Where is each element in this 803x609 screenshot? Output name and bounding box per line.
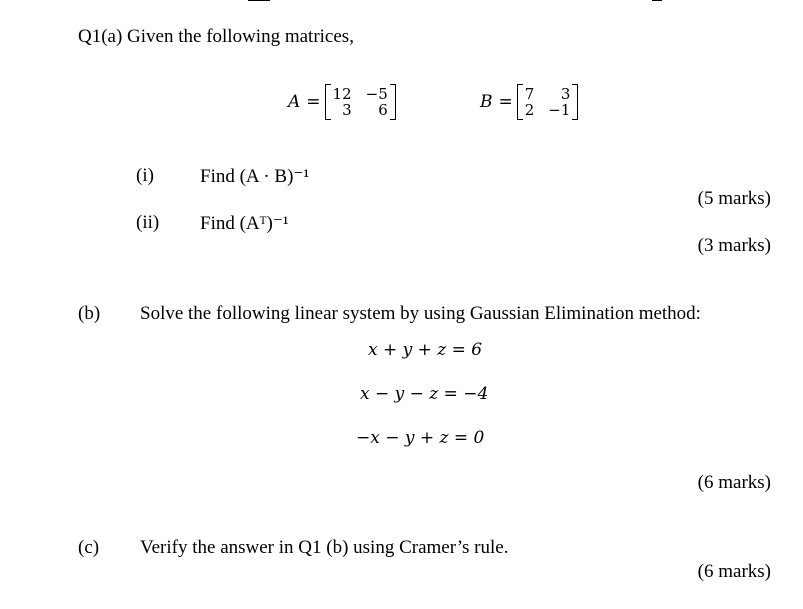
part-i-label: (i) xyxy=(136,165,154,186)
part-c-text: Verify the answer in Q1 (b) using Cramer’s rule. xyxy=(140,537,509,558)
equation-1: x + y + z = 6 xyxy=(368,340,483,360)
equation-2: x − y − z = −4 xyxy=(360,384,489,404)
matrix-a-cells xyxy=(331,86,390,118)
part-i-text: Find (A · B)⁻¹ xyxy=(200,166,310,187)
matrix-b-cell: 3 xyxy=(560,85,571,103)
question-1a-title: Q1(a) Given the following matrices, xyxy=(78,26,354,47)
matrix-a-label: A xyxy=(288,92,301,112)
part-ii-text: Find (Aᵀ)⁻¹ xyxy=(200,213,289,234)
part-b-label: (b) xyxy=(78,303,101,324)
matrix-b-label: B xyxy=(480,92,493,112)
matrix-b-cell: 2 xyxy=(524,101,535,119)
matrix-b-cells xyxy=(523,86,573,118)
right-bracket xyxy=(390,84,396,120)
matrix-b-equals: = xyxy=(498,92,513,112)
top-edge-line xyxy=(248,0,270,1)
matrix-a-cell: 12 xyxy=(332,85,352,103)
part-c-marks: (6 marks) xyxy=(697,561,771,582)
matrix-b xyxy=(480,84,578,120)
part-b-text: Solve the following linear system by using Gaussian Elimination method: xyxy=(140,303,701,324)
right-bracket xyxy=(572,84,578,120)
part-b-marks: (6 marks) xyxy=(697,472,771,493)
matrix-a xyxy=(288,84,396,120)
part-c-label: (c) xyxy=(78,537,100,558)
matrix-b-cell: −1 xyxy=(548,101,571,119)
matrix-a-cell: 3 xyxy=(342,101,352,119)
matrix-b-cell: 7 xyxy=(524,85,535,103)
part-ii-label: (ii) xyxy=(136,212,160,233)
matrix-a-equals: = xyxy=(306,92,321,112)
matrix-a-cell: 6 xyxy=(378,101,388,119)
part-i-marks: (5 marks) xyxy=(697,188,771,209)
part-ii-marks: (3 marks) xyxy=(697,235,771,256)
matrix-a-cell: −5 xyxy=(365,85,388,103)
top-edge-line xyxy=(652,0,662,1)
equation-3: −x − y + z = 0 xyxy=(356,428,485,448)
